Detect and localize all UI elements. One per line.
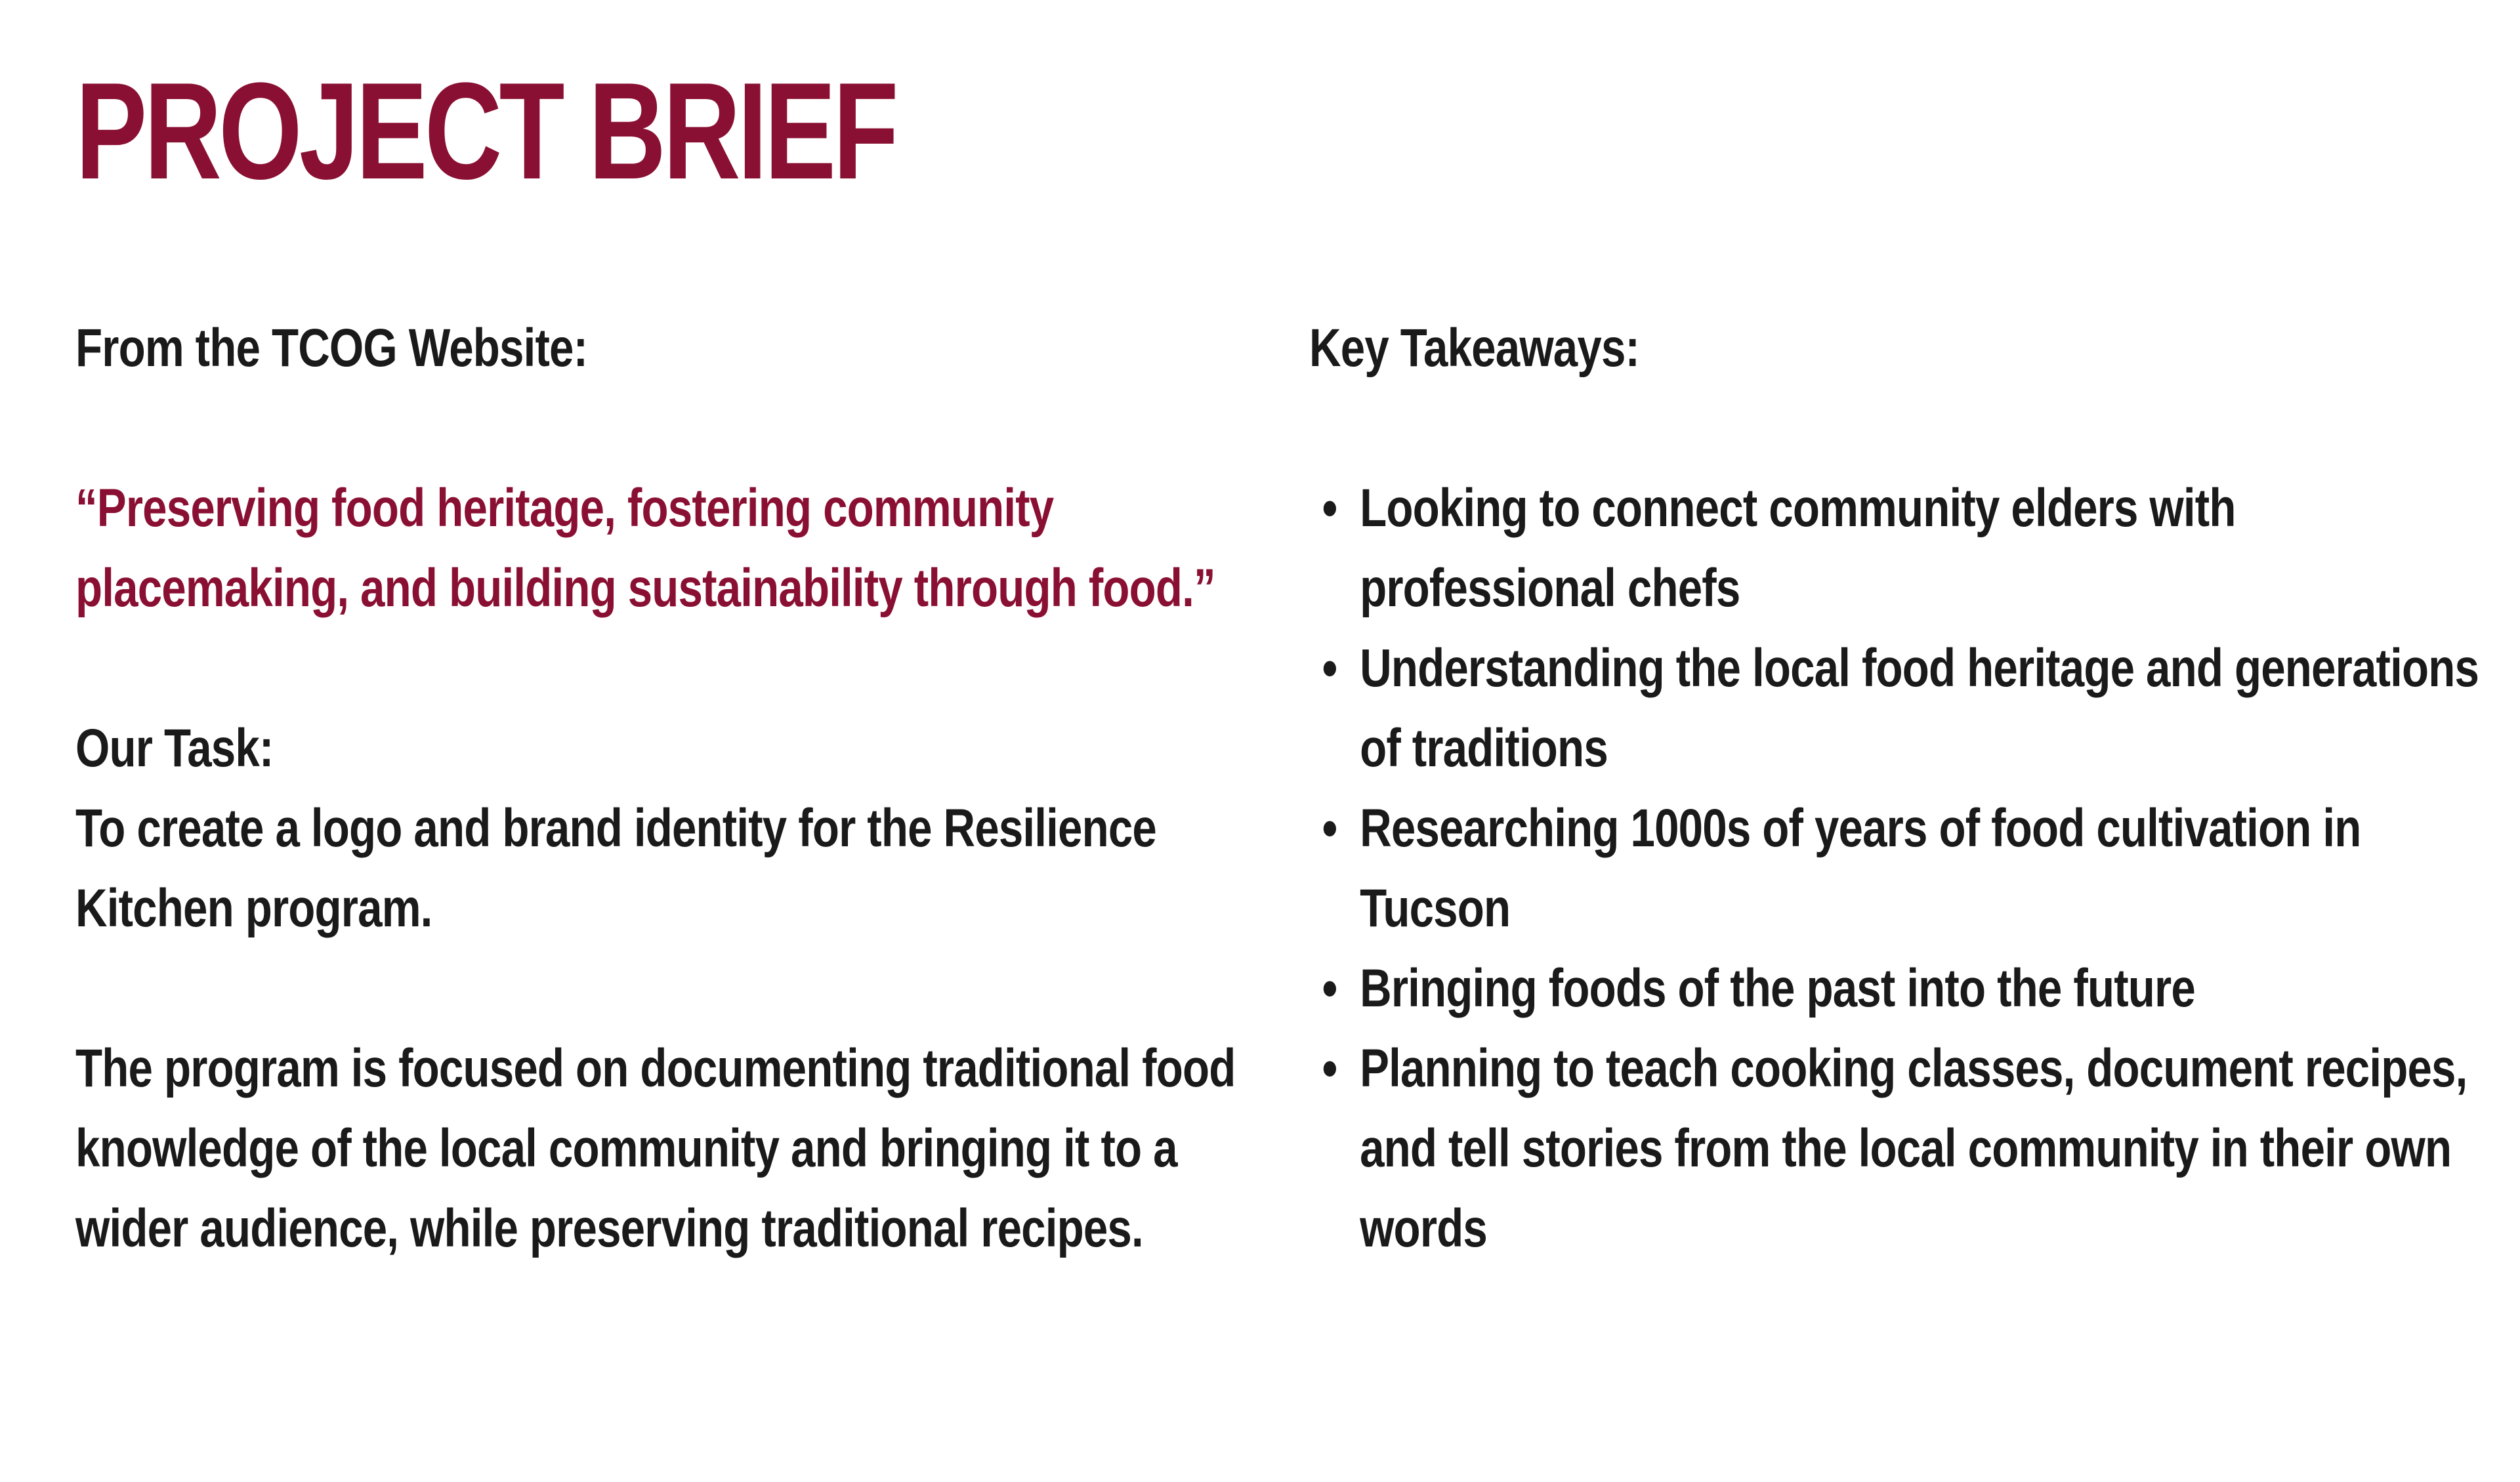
program-description bbox=[75, 1029, 1290, 1269]
task-section bbox=[75, 709, 1290, 949]
bullet-icon: • bbox=[1322, 958, 1337, 1018]
bullet-icon: • bbox=[1322, 638, 1337, 698]
source-heading: From the TCOG Website: bbox=[75, 318, 588, 378]
list-item bbox=[1309, 468, 2504, 628]
list-item bbox=[1309, 949, 2504, 1029]
quote-line: placemaking, and building sustainability through food.” bbox=[75, 558, 1215, 618]
quote-line: “Preserving food heritage, fostering community bbox=[75, 478, 1054, 538]
bullet-icon: • bbox=[1322, 798, 1337, 858]
list-item bbox=[1309, 1029, 2504, 1269]
task-line: Kitchen program. bbox=[75, 878, 432, 938]
bullet-icon: • bbox=[1322, 1039, 1337, 1098]
program-line: knowledge of the local community and bringing it to a bbox=[75, 1119, 1177, 1178]
task-line: To create a logo and brand identity for the Resilience bbox=[75, 798, 1157, 858]
takeaway-line: Researching 1000s of years of food cultivation in bbox=[1360, 798, 2361, 858]
takeaways-heading: Key Takeaways: bbox=[1309, 318, 1640, 378]
takeaway-line: professional chefs bbox=[1360, 558, 1740, 618]
program-line: wider audience, while preserving traditional recipes. bbox=[75, 1199, 1143, 1258]
takeaway-line: Looking to connect community elders with bbox=[1360, 478, 2236, 538]
list-item bbox=[1309, 789, 2504, 949]
takeaway-line: Planning to teach cooking classes, document recipes, bbox=[1360, 1039, 2468, 1098]
takeaway-line: words bbox=[1360, 1199, 1487, 1258]
bullet-icon: • bbox=[1322, 478, 1337, 538]
program-line: The program is focused on documenting traditional food bbox=[75, 1039, 1236, 1098]
task-heading: Our Task: bbox=[75, 718, 274, 778]
key-takeaways-column bbox=[1309, 308, 2504, 1269]
takeaway-line: Understanding the local food heritage and generations bbox=[1360, 638, 2479, 698]
brief-left-column bbox=[75, 308, 1290, 1269]
list-item bbox=[1309, 628, 2504, 789]
takeaway-line: Tucson bbox=[1360, 878, 1511, 938]
takeaway-line: and tell stories from the local community in their own bbox=[1360, 1119, 2452, 1178]
takeaways-list bbox=[1309, 468, 2504, 1269]
mission-quote bbox=[75, 468, 1290, 628]
takeaway-line: of traditions bbox=[1360, 718, 1608, 778]
page-title: PROJECT BRIEF bbox=[75, 54, 896, 208]
takeaway-line: Bringing foods of the past into the future bbox=[1360, 958, 2195, 1018]
